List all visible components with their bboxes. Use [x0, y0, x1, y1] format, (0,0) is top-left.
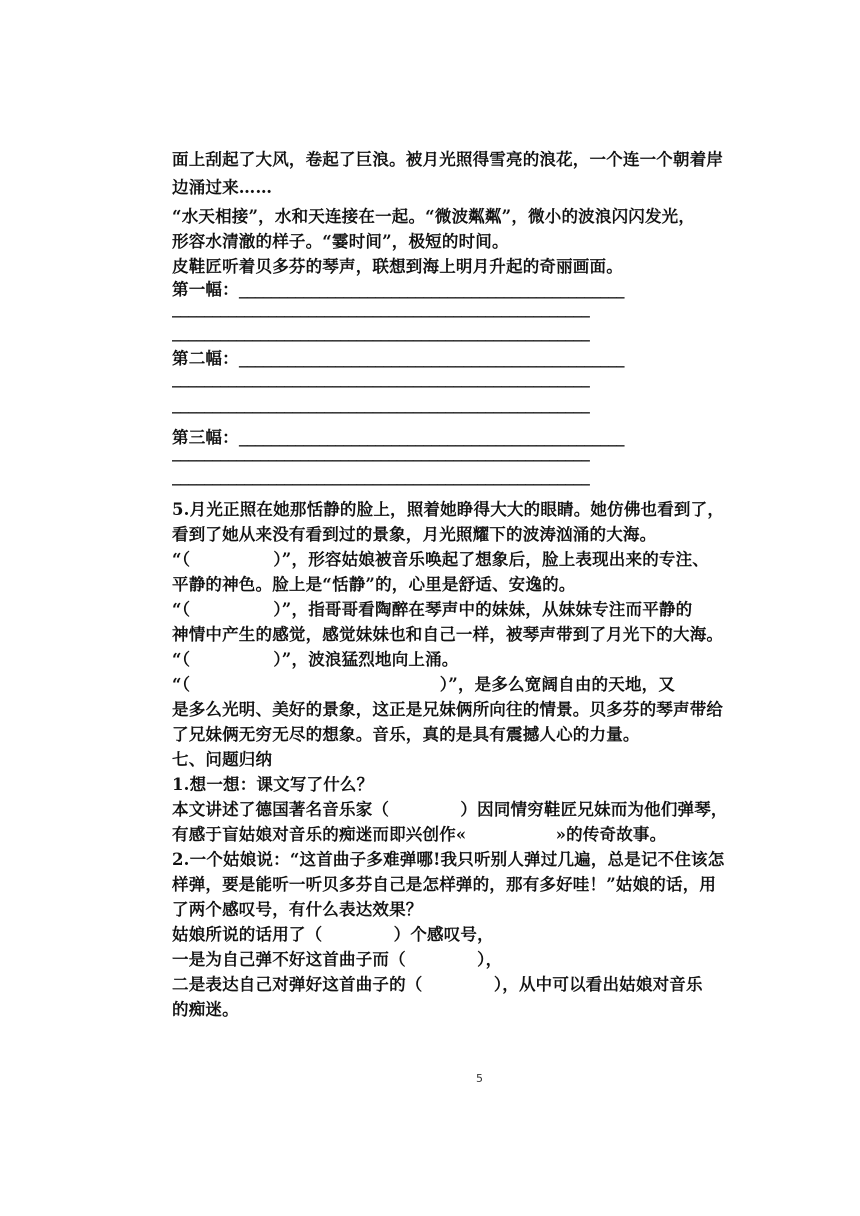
answer-blank-line[interactable]: ____________________________________________________ — [172, 326, 590, 342]
fill-blank-line[interactable]: “（ ）”，形容姑娘被音乐唤起了想象后，脸上表现出来的专注、 — [172, 550, 710, 569]
text-line: 是多么光明、美好的景象，这正是兄妹俩所向往的情景。贝多芬的琴声带给 — [172, 700, 724, 719]
fill-blank-line[interactable]: 一是为自己弹不好这首曲子而（ ）， — [172, 950, 503, 969]
answer-blank-line[interactable]: ____________________________________________________ — [172, 302, 590, 318]
text-line: 的痴迷。 — [172, 1000, 239, 1019]
fill-blank-line[interactable]: 二是表达自己对弹好这首曲子的（ ），从中可以看出姑娘对音乐 — [172, 975, 703, 994]
fill-blank-line[interactable]: “（ ）”，指哥哥看陶醉在琴声中的妹妹，从妹妹专注而平静的 — [172, 600, 693, 619]
picture-3-label: 第三幅： — [172, 428, 239, 447]
fill-blank-line[interactable]: 姑娘所说的话用了（ ）个感叹号， — [172, 925, 494, 944]
text-line: 平静的神色。脸上是“恬静”的，心里是舒适、安逸的。 — [172, 575, 576, 594]
text-line: 5.月光正照在她那恬静的脸上，照着她睁得大大的眼睛。她仿佛也看到了， — [172, 500, 725, 519]
question-heading: 2.一个姑娘说：“这首曲子多难弹哪!我只听别人弹过几遍，总是记不住该怎 — [172, 850, 725, 869]
fill-blank-line[interactable]: “（ ）”，波浪猛烈地向上涌。 — [172, 650, 459, 669]
text-line: 看到了她从来没有看到过的景象，月光照耀下的波涛汹涌的大海。 — [172, 525, 657, 544]
fill-blank-line[interactable]: 有感于盲姑娘对音乐的痴迷而即兴创作« »的传奇故事。 — [172, 825, 667, 844]
picture-2-label: 第二幅： — [172, 349, 239, 368]
fill-blank-line[interactable]: 本文讲述了德国著名音乐家（ ）因同情穷鞋匠兄妹而为他们弹琴， — [172, 800, 728, 819]
text-line: “水天相接”，水和天连接在一起。“微波粼粼”，微小的波浪闪闪发光， — [172, 207, 696, 226]
picture-1-answer-line[interactable]: 第一幅：________________________________________________ — [172, 280, 625, 299]
picture-3-answer-line[interactable]: 第三幅：________________________________________________ — [172, 428, 625, 447]
text-line: 面上刮起了大风，卷起了巨浪。被月光照得雪亮的浪花，一个连一个朝着岸 — [172, 150, 724, 169]
text-line: 了兄妹俩无穷无尽的想象。音乐，真的是具有震撼人心的力量。 — [172, 725, 640, 744]
picture-1-label: 第一幅： — [172, 280, 239, 299]
section-heading: 七、问题归纳 — [172, 750, 273, 769]
answer-blank-line[interactable]: ____________________________________________________ — [172, 446, 590, 462]
fill-blank-line[interactable]: “（ ）”，是多么宽阔自由的天地，又 — [172, 675, 676, 694]
text-line: 样弹，要是能听一听贝多芬自己是怎样弹的，那有多好哇！”姑娘的话，用 — [172, 875, 717, 894]
text-line: 形容水清澈的样子。“霎时间”，极短的时间。 — [172, 232, 509, 251]
text-line: 神情中产生的感觉，感觉妹妹也和自己一样，被琴声带到了月光下的大海。 — [172, 625, 724, 644]
answer-blank-line[interactable]: ____________________________________________________ — [172, 372, 590, 388]
text-line: 边涌过来…… — [172, 178, 273, 197]
answer-blank-line[interactable]: ____________________________________________________ — [172, 398, 590, 414]
answer-blank-line[interactable]: ____________________________________________________ — [172, 470, 590, 486]
page-number: 5 — [476, 1072, 483, 1085]
question-heading: 1.想一想：课文写了什么？ — [172, 775, 374, 794]
picture-2-answer-line[interactable]: 第二幅：________________________________________________ — [172, 349, 625, 368]
text-line: 皮鞋匠听着贝多芬的琴声，联想到海上明月升起的奇丽画面。 — [172, 257, 623, 276]
text-line: 了两个感叹号，有什么表达效果？ — [172, 900, 423, 919]
